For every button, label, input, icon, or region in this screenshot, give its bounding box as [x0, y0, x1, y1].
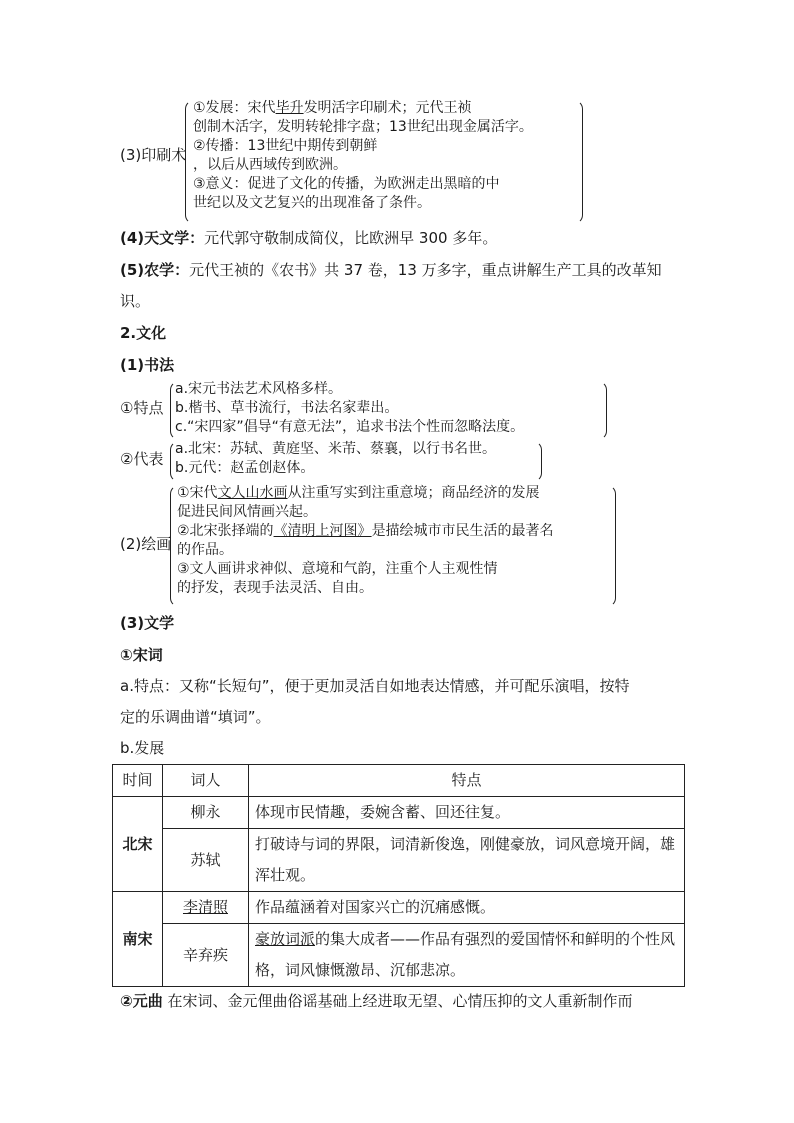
- painting-line-1: ①宋代文人山水画从注重写实到注重意境；商品经济的发展: [177, 485, 540, 501]
- right-brace: [574, 100, 583, 224]
- header-poet: 词人: [163, 765, 249, 797]
- right-brace: [598, 381, 607, 440]
- painting-line-3: ②北宋张择端的《清明上河图》是描绘城市市民生活的最著名: [177, 523, 554, 539]
- header-feature: 特点: [249, 765, 685, 797]
- poet-cell: 李清照: [163, 892, 249, 924]
- painting-line-4: 的作品。: [177, 542, 233, 558]
- features-label: ①特点: [120, 399, 164, 417]
- poet-cell: 柳永: [163, 797, 249, 829]
- literature-heading: (3)文学: [120, 614, 175, 632]
- header-time: 时间: [113, 765, 163, 797]
- rep-b: b.元代：赵孟创赵体。: [175, 460, 315, 476]
- table-row: [113, 797, 685, 829]
- culture-heading: 2.文化: [120, 324, 167, 342]
- songci-feature-line-2: 定的乐调曲谱“填词”。: [120, 708, 271, 726]
- printing-line-5: ③意义：促进了文化的传播，为欧洲走出黑暗的中: [193, 176, 500, 192]
- poet-cell: 辛弃疾: [163, 924, 249, 987]
- feature-cell: 作品蕴涵着对国家兴亡的沉痛感慨。: [249, 892, 685, 924]
- printing-line-2: 创制木活字，发明转轮排字盘；13世纪出现金属活字。: [193, 119, 533, 135]
- songci-heading: ①宋词: [120, 646, 163, 664]
- table-row: [113, 829, 685, 892]
- printing-line-6: 世纪以及文艺复兴的出现准备了条件。: [193, 195, 431, 211]
- feature-cell: 豪放词派的集大成者——作品有强烈的爱国情怀和鲜明的个性风格，词风慷慨激昂、沉郁悲凉。: [249, 924, 685, 987]
- feature-cell: 打破诗与词的界限，词清新俊逸，刚健豪放，词风意境开阔，雄浑壮观。: [249, 829, 685, 892]
- songci-table: [112, 764, 685, 987]
- feature-cell: 体现市民情趣，委婉含蓄、回还往复。: [249, 797, 685, 829]
- yuanqu-line: ②元曲 在宋词、金元俚曲俗谣基础上经进取无望、心情压抑的文人重新制作而: [120, 992, 633, 1010]
- era-cell: 北宋: [113, 797, 163, 892]
- reps-label: ②代表: [120, 450, 164, 468]
- printing-label: (3)印刷术: [120, 146, 187, 164]
- painting-line-6: 的抒发，表现手法灵活、自由。: [177, 580, 373, 596]
- painting-line-5: ③文人画讲求神似、意境和气韵，注重个人主观性情: [177, 561, 498, 577]
- development-heading: b.发展: [120, 739, 165, 757]
- feature-a: a.宋元书法艺术风格多样。: [175, 381, 343, 397]
- painting-line-2: 促进民间风情画兴起。: [177, 504, 317, 520]
- astronomy-line: (4)天文学：元代郭守敬制成简仪，比欧洲早 300 多年。: [120, 229, 498, 247]
- poet-cell: 苏轼: [163, 829, 249, 892]
- calligraphy-heading: (1)书法: [120, 356, 175, 374]
- era-cell: 南宋: [113, 892, 163, 987]
- table-row: [113, 892, 685, 924]
- painting-label: (2)绘画: [120, 535, 172, 553]
- feature-b: b.楷书、草书流行，书法名家辈出。: [175, 400, 399, 416]
- agriculture-line-2: 识。: [120, 292, 151, 310]
- agriculture-line-1: (5)农学：元代王祯的《农书》共 37 卷，13 万多字，重点讲解生产工具的改革知: [120, 261, 662, 279]
- right-brace: [606, 485, 616, 607]
- table-header-row: [113, 765, 685, 797]
- rep-a: a.北宋：苏轼、黄庭坚、米芾、蔡襄，以行书名世。: [175, 441, 497, 457]
- feature-c: c.“宋四家”倡导“有意无法”，追求书法个性而忽略法度。: [175, 419, 525, 435]
- songci-feature-line-1: a.特点：又称“长短句”，便于更加灵活自如地表达情感，并可配乐演唱，按特: [120, 677, 630, 695]
- table-row: [113, 924, 685, 987]
- printing-line-1: ①发展：宋代毕升发明活字印刷术；元代王祯: [193, 100, 472, 116]
- right-brace: [533, 441, 542, 482]
- printing-line-3: ②传播：13世纪中期传到朝鲜: [193, 138, 378, 154]
- printing-line-4: ，以后从西域传到欧洲。: [193, 157, 347, 173]
